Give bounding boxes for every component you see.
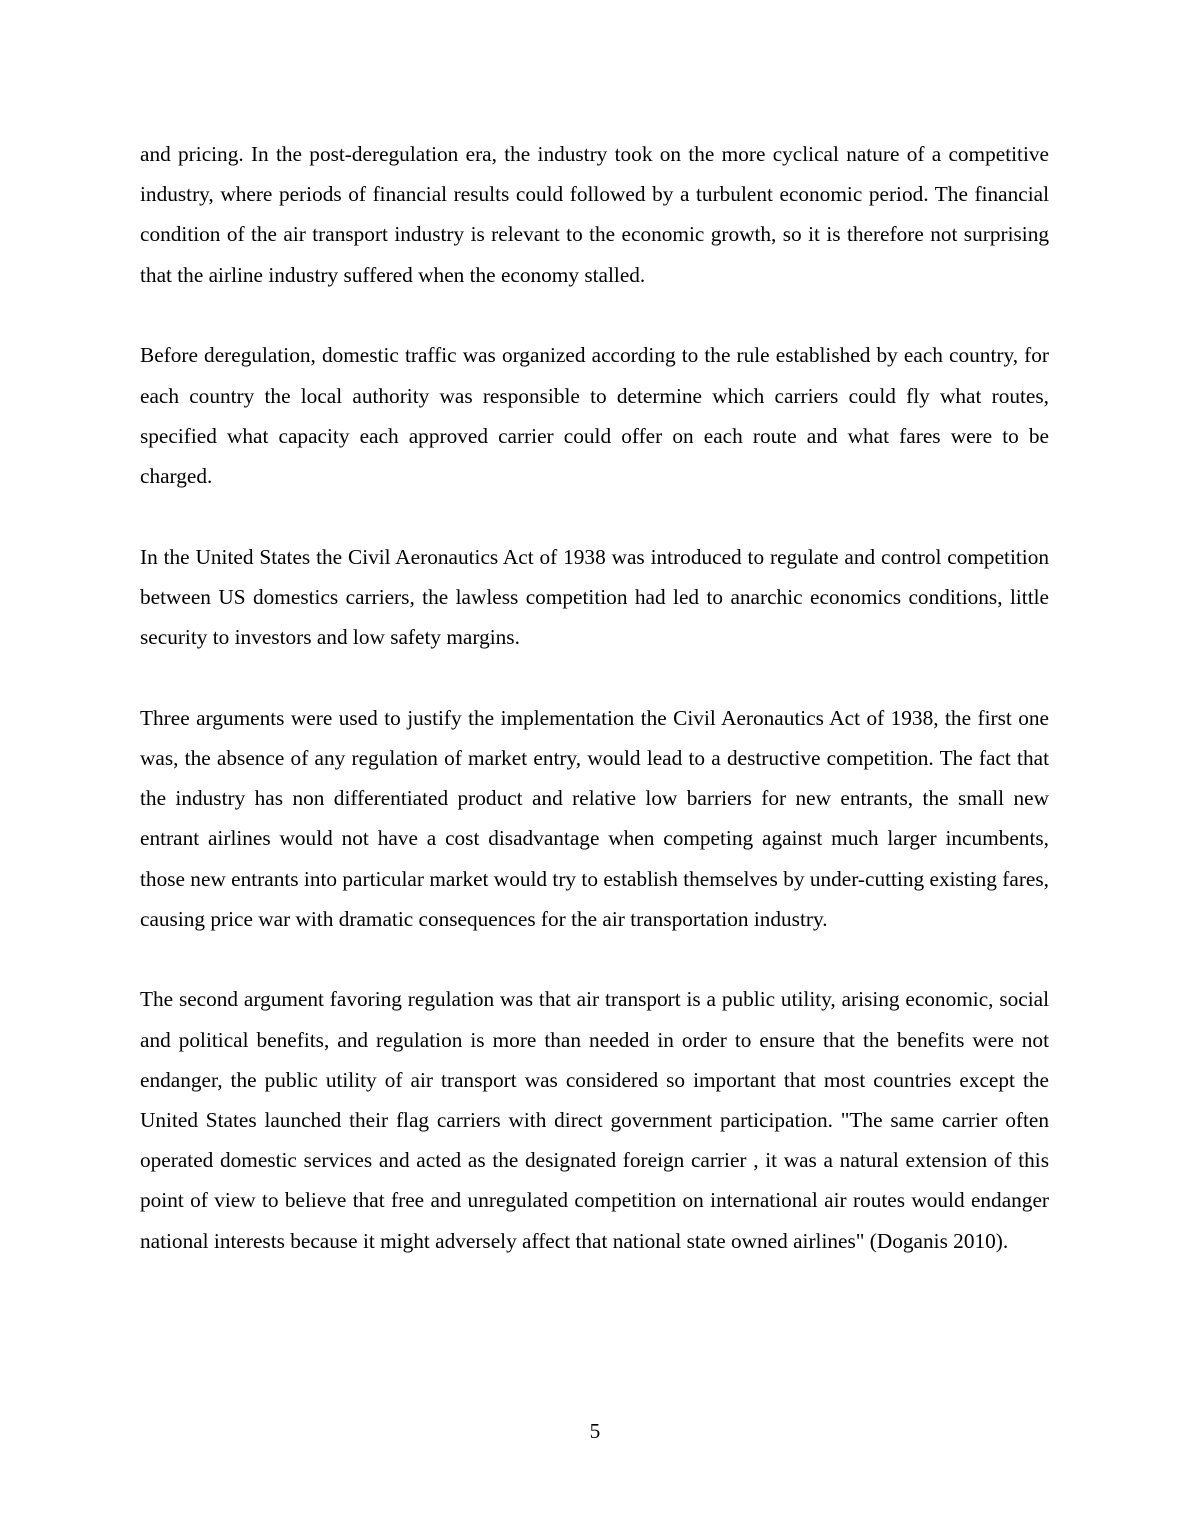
paragraph-civil-aeronautics-act: In the United States the Civil Aeronautics Act of 1938 was introduced to regulate and control competition between US domestics carriers, the lawless competition had led to anarchic economics conditions, little security to investors and low safety margins.	[140, 544, 1049, 650]
paragraph-before-deregulation: Before deregulation, domestic traffic was organized according to the rule established by each country, for each country the local authority was responsible to determine which carriers could fly what routes, specified what capacity each approved carrier could offer on each route and what fares were to be charged.	[140, 343, 1049, 488]
paragraph-three-arguments: Three arguments were used to justify the implementation the Civil Aeronautics Act of 1938, the first one was, the absence of any regulation of market entry, would lead to a destructive competition. The fact that the industry has non differentiated product and relative low barriers for new entrants, the small new entrant airlines would not have a cost disadvantage when competing against much larger incumbents, those new entrants into particular market would try to establish themselves by under-cutting existing fares, causing price war with dramatic consequences for the air transportation industry.	[140, 705, 1049, 931]
paragraph-pricing-cycle: and pricing. In the post-deregulation era, the industry took on the more cyclical nature of a competitive industry, where periods of financial results could followed by a turbulent economic period. The financial condition of the air transport industry is relevant to the economic growth, so it is therefore not surprising that the airline industry suffered when the economy stalled.	[140, 142, 1049, 287]
paragraph-second-argument: The second argument favoring regulation was that air transport is a public utility, arising economic, social and political benefits, and regulation is more than needed in order to ensure that the benefits were not endanger, the public utility of air transport was considered so important that most countries except the United States launched their flag carriers with direct government participation. "The same carrier often operated domestic services and acted as the designated foreign carrier , it was a natural extension of this point of view to believe that free and unregulated competition on international air routes would endanger national interests because it might adversely affect that national state owned airlines" (Doganis 2010).	[140, 987, 1049, 1253]
body-text	[140, 134, 1049, 1301]
page-number: 5	[589, 1419, 601, 1443]
